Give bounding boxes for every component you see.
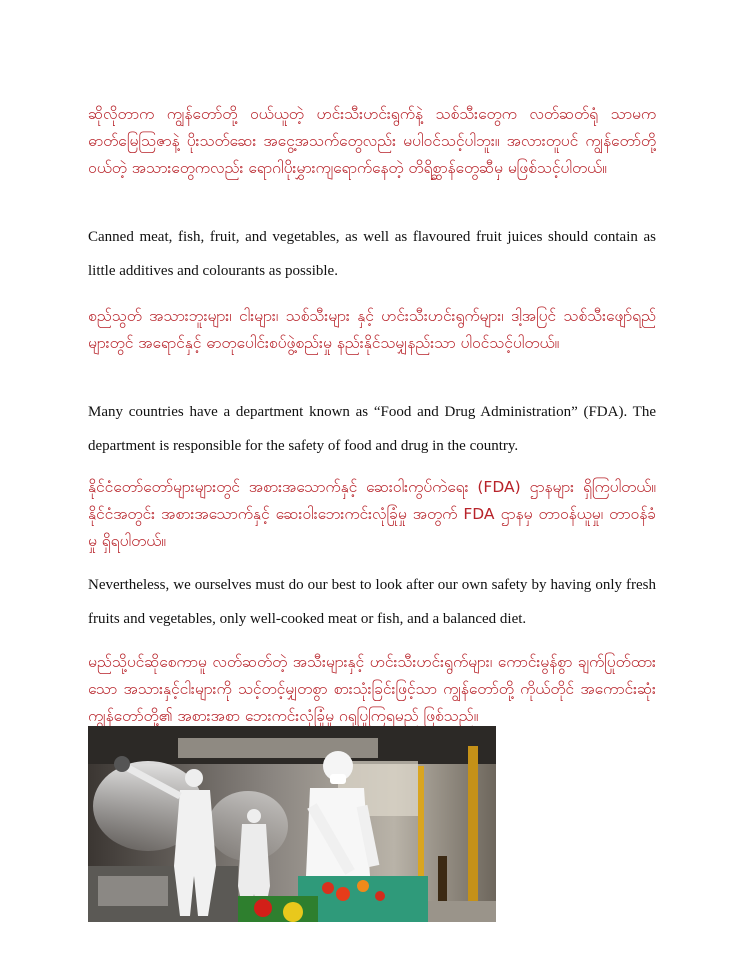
paragraph-burmese-2: စည်သွတ် အသားဘူးများ၊ ငါးများ၊ သစ်သီးများ နှင့် ဟင်းသီးဟင်းရွက်များ၊ ဒါ့အပြင် သစ်သီးဖျော်ရည်များတွင် အရောင်နှင့် ဓာတုပေါင်းစပ်ဖွဲ့စည်းမှု နည်းနိုင်သမျှနည်းသာ ပါဝင်သင့်ပါတယ်။ bbox=[88, 306, 656, 352]
paragraph-english-3: Nevertheless, we ourselves must do our best to look after our own safety by having only fresh fruits and vegetables, only well-cooked meat or fish, and a balanced diet. bbox=[88, 577, 656, 627]
kitchen-workers-photo bbox=[88, 726, 496, 922]
paragraph-english-1: Canned meat, fish, fruit, and vegetables, as well as flavoured fruit juices should contain as little additives and colourants as possible. bbox=[88, 229, 656, 279]
kitchen-scene-illustration bbox=[88, 726, 496, 922]
paragraph-burmese-1: ဆိုလိုတာက ကျွန်တော်တို့ ဝယ်ယူတဲ့ ဟင်းသီးဟင်းရွက်နဲ့ သစ်သီးတွေက လတ်ဆတ်ရုံ သာမက ဓာတ်မြေဩဇာနဲ့ ပိုးသတ်ဆေး အငွေ့အသက်တွေလည်း မပါဝင်သင့်ပါဘူး။ အလားတူပင် ကျွန်တော်တို့ဝယ်တဲ့ အသားတွေကလည်း ရောဂါပိုးမွှားကျရောက်နေတဲ့ တိရိစ္ဆာန်တွေဆီမှ မဖြစ်သင့်ပါတယ်။ bbox=[88, 104, 656, 177]
paragraph-burmese-3: နိုင်ငံတော်တော်များများတွင် အစားအသောက်နှင့် ဆေးဝါးကွပ်ကဲရေး (FDA) ဌာနများ ရှိကြပါတယ်။ နိုင်ငံအတွင်း အစားအသောက်နှင့် ဆေးဝါးဘေးကင်းလုံခြုံမှု အတွက် FDA ဌာနမှ တာဝန်ယူမှု၊ တာဝန်ခံမှု ရှိရပါတယ်။ bbox=[88, 477, 656, 550]
paragraph-burmese-4: မည်သို့ပင်ဆိုစေကာမူ လတ်ဆတ်တဲ့ အသီးများနှင့် ဟင်းသီးဟင်းရွက်များ၊ ကောင်းမွန်စွာ ချက်ပြုတ်ထားသော အသားနှင့်ငါးများကို သင့်တင့်မျှတစွာ စားသုံးခြင်းဖြင့်သာ ကျွန်တော်တို့ ကိုယ်တိုင် အကောင်းဆုံး ကျွန်တော်တို့၏ အစားအစာ ဘေးကင်းလုံခြုံမှု ဂရုပြုကြရမည် ဖြစ်သည်။ bbox=[88, 652, 656, 725]
paragraph-english-2: Many countries have a department known as “Food and Drug Administration” (FDA). The department is responsible for the safety of food and drug in the country. bbox=[88, 404, 656, 454]
